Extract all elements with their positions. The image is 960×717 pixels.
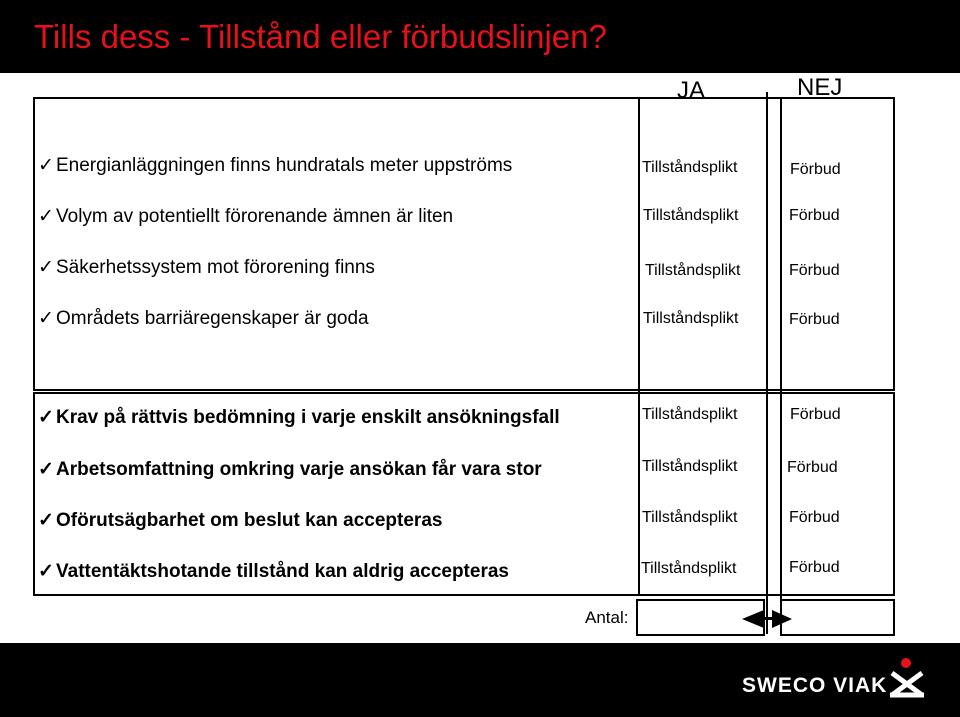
checkmark-icon: ✓ [38,155,54,176]
cell-ja: Tillståndsplikt [641,560,737,577]
checkmark-icon: ✓ [38,407,54,428]
cell-nej: Förbud [789,509,840,526]
cell-nej: Förbud [790,161,841,178]
cell-nej: Förbud [789,262,840,279]
divider-center-2 [780,97,782,634]
list-item: ✓ Arbetsomfattning omkring varje ansökan får vara stor [38,459,542,480]
double-arrow-icon [742,608,792,630]
cell-nej: Förbud [789,311,840,328]
list-item: ✓ Krav på rättvis bedömning i varje enskilt ansökningsfall [38,407,560,428]
cell-nej: Förbud [787,459,838,476]
divider-center-1 [766,92,768,634]
logo-text: SWECO VIAK [742,674,888,697]
checkmark-icon: ✓ [38,561,54,582]
cell-nej: Förbud [790,406,841,423]
antal-nej-box [780,599,895,636]
cell-ja: Tillståndsplikt [642,509,738,526]
cell-ja: Tillståndsplikt [645,262,741,279]
checkmark-icon: ✓ [38,308,54,329]
column-header-ja: JA [677,77,706,104]
list-item: ✓ Vattentäktshotande tillstånd kan aldrig accepteras [38,561,509,582]
list-item: ✓ Områdets barriäregenskaper är goda [38,308,369,329]
antal-label: Antal: [585,608,629,627]
divider-left [638,97,640,596]
list-item: ✓ Oförutsägbarhet om beslut kan accepteras [38,510,443,531]
checkmark-icon: ✓ [38,206,54,227]
cell-ja: Tillståndsplikt [642,406,738,423]
checkmark-icon: ✓ [38,510,54,531]
column-header-nej: NEJ [797,74,843,101]
checkmark-icon: ✓ [38,257,54,278]
cell-nej: Förbud [789,207,840,224]
cell-ja: Tillståndsplikt [643,310,739,327]
cell-ja: Tillståndsplikt [642,159,738,176]
page-title: Tills dess - Tillstånd eller förbudslinjen? [34,18,607,55]
cell-nej: Förbud [789,559,840,576]
list-item: ✓ Volym av potentiellt förorenande ämnen är liten [38,206,454,227]
list-item: ✓ Säkerhetssystem mot förorening finns [38,257,375,278]
cell-ja: Tillståndsplikt [643,207,739,224]
list-item: ✓ Energianläggningen finns hundratals meter uppströms [38,155,513,176]
cell-ja: Tillståndsplikt [642,458,738,475]
sweco-viak-logo-icon [886,655,930,699]
checkmark-icon: ✓ [38,459,54,480]
